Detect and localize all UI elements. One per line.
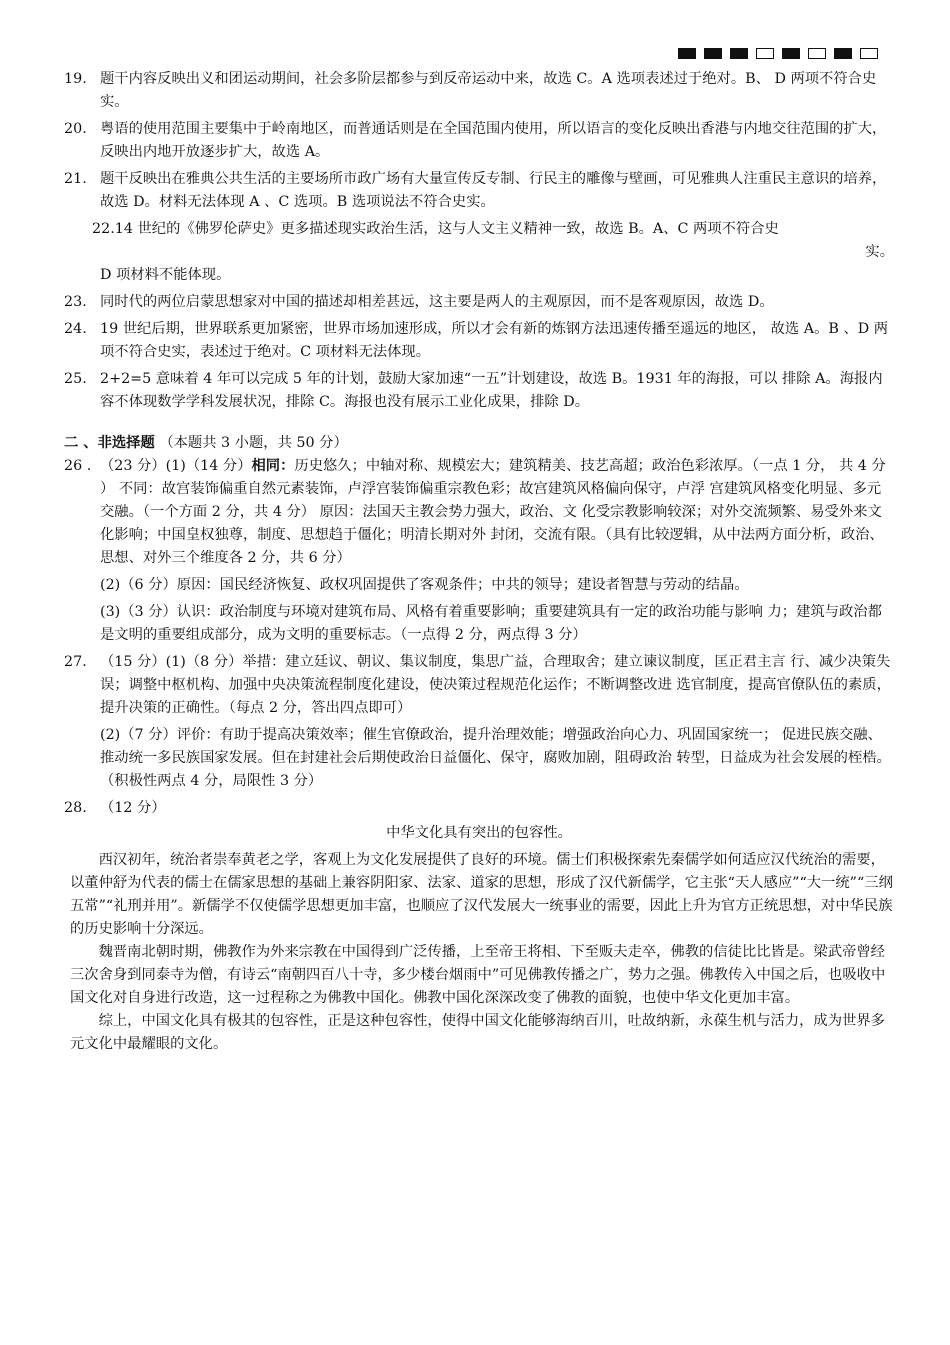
question-number: 24.	[64, 321, 87, 337]
question-number: 21.	[64, 171, 87, 187]
question-number: 25.	[64, 371, 87, 387]
answer-subpart: (2)（7 分）评价：有助于提高决策效率；催生官僚政治，提升治理效能；增强政治向心力、巩固国家统一； 促进民族交融、推动统一多民族国家发展。但在封建社会后期使政治日益僵化、保守，腐败加剧，阻碍政治 转型，日益成为社会发展的桎梏。（积极性两点 4 分，局限性 3 分）	[100, 727, 891, 789]
answer-subpart: (3)（3 分）认识：政治制度与环境对建筑布局、风格有着重要影响；重要建筑具有一定的政治功能与影响 力；建筑与政治都是文明的重要组成部分，成为文明的重要标志。（一点得 2 分，两点得 3 分）	[100, 604, 882, 643]
filled-square-icon	[704, 48, 722, 59]
filled-square-icon	[834, 48, 852, 59]
essay-body	[64, 849, 894, 1056]
answer-item-20	[64, 118, 894, 164]
question-number: 28.	[64, 800, 87, 816]
answer-item-26	[64, 455, 894, 570]
filled-square-icon	[678, 48, 696, 59]
score-label: （12 分）	[100, 800, 166, 816]
answer-item-27	[64, 651, 894, 720]
answer-item-25	[64, 368, 894, 414]
essay-paragraph: 魏晋南北朝时期，佛教作为外来宗教在中国得到广泛传播，上至帝王将相、下至贩夫走卒，佛教的信徒比比皆是。梁武帝曾经三次舍身到同泰寺为僧，有诗云“南朝四百八十寺，多少楼台烟雨中”可见佛教传播之广，势力之强。佛教传入中国之后，也吸收中国文化对自身进行改造，这一过程称之为佛教中国化。佛教中国化深深改变了佛教的面貌，也使中华文化更加丰富。	[70, 944, 886, 1006]
essay-paragraph: 综上，中国文化具有极其的包容性，正是这种包容性，使得中国文化能够海纳百川，吐故纳新，永葆生机与活力，成为世界多元文化中最耀眼的文化。	[70, 1013, 885, 1052]
answer-item-24	[64, 318, 894, 364]
answer-item-28	[64, 797, 894, 820]
section-title: 二 、非选择题	[64, 435, 155, 451]
answer-text: 题干内容反映出义和团运动期间，社会多阶层都参与到反帝运动中来，故选 C。A 选项表述过于绝对。B、 D 两项不符合史实。	[100, 71, 877, 110]
answer-text: 历史悠久；中轴对称、规模宏大；建筑精美、技艺高超；政治色彩浓厚。（一点 1 分， 共 4 分 ） 不同：故宫装饰偏重自然元素装饰，卢浮宫装饰偏重宗教色彩；故宫建筑风格偏向保守，卢浮 宫建筑风格变化明显、多元交融。（一个方面 2 分，共 4 分） 原因：法国天主教会势力强大，政治、文 化受宗教影响较深；对外交流频繁、易受外来文化影响；中国皇权独尊，制度、思想趋于僵化；明清长期对外 封闭，交流有限。（具有比较逻辑，从中法两方面分析，政治、思想、对外三个维度各 2 分，共 6 分）	[100, 458, 886, 566]
answer-content	[64, 68, 894, 1056]
header-marks	[678, 46, 878, 60]
answer-item-21	[64, 168, 894, 214]
score-label: （23 分）(1)（14 分）	[100, 458, 252, 474]
answer-text: 22.14 世纪的《佛罗伦萨史》更多描述现实政治生活，这与人文主义精神一致，故选 B。A、C 两项不符合史	[92, 221, 779, 237]
answer-subpart: (2)（6 分）原因：国民经济恢复、政权巩固提供了客观条件；中共的领导；建设者智慧与劳动的结晶。	[100, 577, 749, 593]
essay-title: 中华文化具有突出的包容性。	[386, 825, 572, 841]
section-note: （本题共 3 小题，共 50 分）	[159, 435, 348, 451]
filled-square-icon	[782, 48, 800, 59]
answer-item-22	[64, 218, 894, 287]
essay-paragraph: 西汉初年，统治者崇奉黄老之学，客观上为文化发展提供了良好的环境。儒士们积极探索先秦儒学如何适应汉代统治的需要，以董仲舒为代表的儒士在儒家思想的基础上兼容阴阳家、法家、道家的思想，形成了汉代新儒学，它主张“天人感应”“大一统”“三纲五常”“礼刑并用”。新儒学不仅使儒学思想更加丰富，也顺应了汉代发展大一统事业的需要，因此上升为官方正统思想，对中华民族的历史影响十分深远。	[70, 852, 893, 937]
answer-text: 粤语的使用范围主要集中于岭南地区，而普通话则是在全国范围内使用，所以语言的变化反映出香港与内地交往范围的扩大，反映出内地开放逐步扩大，故选 A。	[100, 121, 887, 160]
answer-item-23	[64, 291, 894, 314]
section-heading	[64, 432, 894, 455]
bold-label: 相同：	[251, 458, 295, 474]
answer-text: 2+2=5 意味着 4 年可以完成 5 年的计划，鼓励大家加速“一五”计划建设，故选 B。1931 年的海报，可以 排除 A。海报内容不体现数学学科发展状况，排除 C。海报也没有展示工业化成果，排除 D。	[100, 371, 883, 410]
answer-text: 题干反映出在雅典公共生活的主要场所市政广场有大量宣传反专制、行民主的雕像与壁画，可见雅典人注重民主意识的培养，故选 D。材料无法体现 A 、C 选项。B 选项说法不符合史实。	[100, 171, 887, 210]
question-number: 26 .	[64, 458, 92, 474]
question-number: 23.	[64, 294, 87, 310]
question-number: 20.	[64, 121, 87, 137]
answer-item-19	[64, 68, 894, 114]
question-number: 27.	[64, 654, 87, 670]
answer-text	[100, 455, 894, 570]
answer-text: 19 世纪后期，世界联系更加紧密，世界市场加速形成，所以才会有新的炼钢方法迅速传播至遥远的地区， 故选 A。B 、D 两项不符合史实，表述过于绝对。C 项材料无法体现。	[100, 321, 889, 360]
answer-text: （15 分）(1)（8 分）举措：建立廷议、朝议、集议制度，集思广益，合理取舍；建立谏议制度，匡正君主言 行、减少决策失误；调整中枢机构、加强中央决策流程制度化建设，使决策过程规范化运作；不断调整改进 选官制度，提高官僚队伍的素质，提升决策的正确性。（每点 2 分，答出四点即可）	[100, 654, 891, 716]
question-number: 19.	[64, 71, 87, 87]
answer-text: D 项材料不能体现。	[100, 267, 231, 283]
answer-text: 实。	[865, 244, 894, 260]
answer-text: 同时代的两位启蒙思想家对中国的描述却相差甚远，这主要是两人的主观原因，而不是客观原因，故选 D。	[100, 294, 774, 310]
empty-square-icon	[860, 48, 878, 59]
empty-square-icon	[756, 48, 774, 59]
empty-square-icon	[808, 48, 826, 59]
filled-square-icon	[730, 48, 748, 59]
